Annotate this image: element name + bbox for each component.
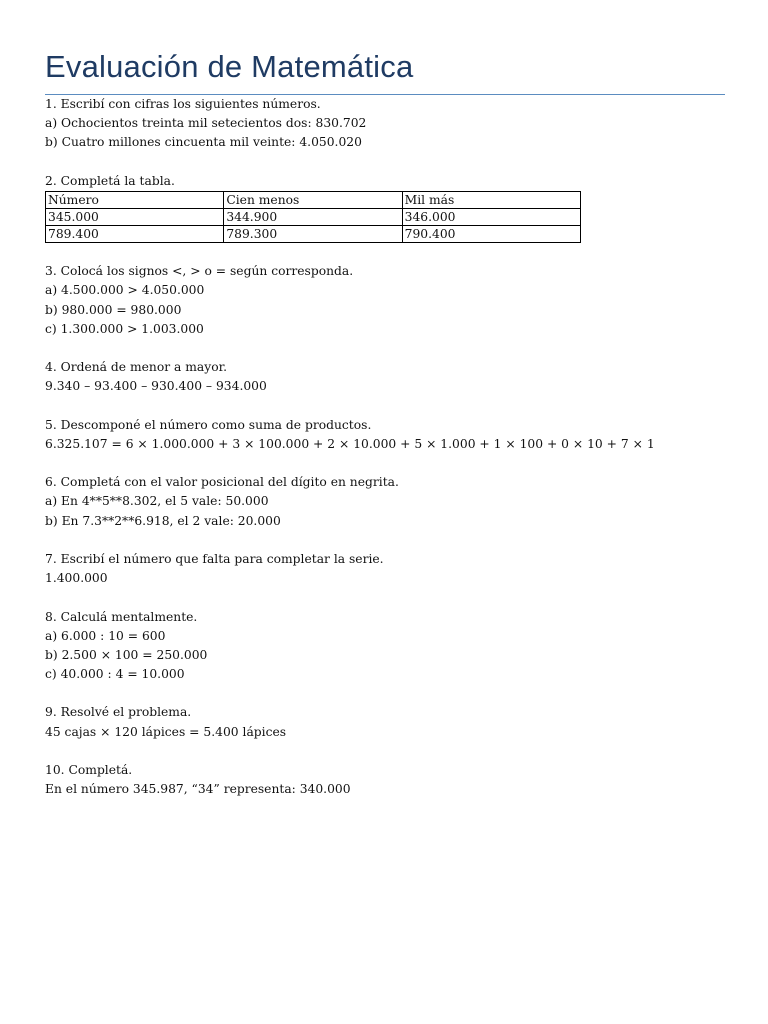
- question-3-answer-c: c) 1.300.000 > 1.003.000: [45, 321, 204, 336]
- question-6-answer-a: a) En 4**5**8.302, el 5 vale: 50.000: [45, 494, 269, 509]
- question-8-answer-b: b) 2.500 × 100 = 250.000: [45, 647, 208, 662]
- table-cell: 789.400: [46, 225, 224, 242]
- table-header-cell: Mil más: [402, 191, 580, 208]
- question-1-answer-a: a) Ochocientos treinta mil setecientos dos: 830.702: [45, 116, 367, 131]
- table-cell: 789.300: [224, 225, 402, 242]
- table-cell: 344.900: [224, 208, 402, 225]
- question-8-answer-c: c) 40.000 : 4 = 10.000: [45, 667, 185, 682]
- question-5-heading: 5. Descomponé el número como suma de productos.: [45, 417, 372, 432]
- question-4-heading: 4. Ordená de menor a mayor.: [45, 360, 228, 375]
- question-8-answer-a: a) 6.000 : 10 = 600: [45, 628, 166, 643]
- table-cell: 790.400: [402, 225, 580, 242]
- question-7-heading: 7. Escribí el número que falta para completar la serie.: [45, 551, 384, 566]
- question-1-heading: 1. Escribí con cifras los siguientes números.: [45, 97, 321, 111]
- question-3-answer-b: b) 980.000 = 980.000: [45, 302, 182, 317]
- table-header-cell: Número: [46, 191, 224, 208]
- question-2-heading: 2. Completá la tabla.: [45, 173, 175, 188]
- table-row: [46, 208, 581, 225]
- document-body: [45, 95, 725, 799]
- question-6-answer-b: b) En 7.3**2**6.918, el 2 vale: 20.000: [45, 513, 281, 528]
- table-header-row: [46, 191, 581, 208]
- question-9-answer: 45 cajas × 120 lápices = 5.400 lápices: [45, 724, 287, 739]
- question-8-heading: 8. Calculá mentalmente.: [45, 609, 198, 624]
- number-table: [45, 191, 581, 243]
- question-3-heading: 3. Colocá los signos <, > o = según corresponda.: [45, 264, 354, 279]
- question-7-answer: 1.400.000: [45, 571, 108, 586]
- table-cell: 346.000: [402, 208, 580, 225]
- table-header-cell: Cien menos: [224, 191, 402, 208]
- question-4-answer: 9.340 – 93.400 – 930.400 – 934.000: [45, 379, 267, 394]
- question-10-answer: En el número 345.987, “34” representa: 340.000: [45, 782, 351, 797]
- question-5-answer: 6.325.107 = 6 × 1.000.000 + 3 × 100.000 + 2 × 10.000 + 5 × 1.000 + 1 × 100 + 0 × 10 + 7 × 1: [45, 436, 655, 451]
- question-9-heading: 9. Resolvé el problema.: [45, 705, 192, 720]
- question-1-answer-b: b) Cuatro millones cincuenta mil veinte: 4.050.020: [45, 135, 362, 150]
- table-cell: 345.000: [46, 208, 224, 225]
- page-title: Evaluación de Matemática: [45, 49, 414, 84]
- table-row: [46, 225, 581, 242]
- question-6-heading: 6. Completá con el valor posicional del dígito en negrita.: [45, 475, 399, 490]
- question-10-heading: 10. Completá.: [45, 763, 133, 777]
- question-3-answer-a: a) 4.500.000 > 4.050.000: [45, 283, 205, 298]
